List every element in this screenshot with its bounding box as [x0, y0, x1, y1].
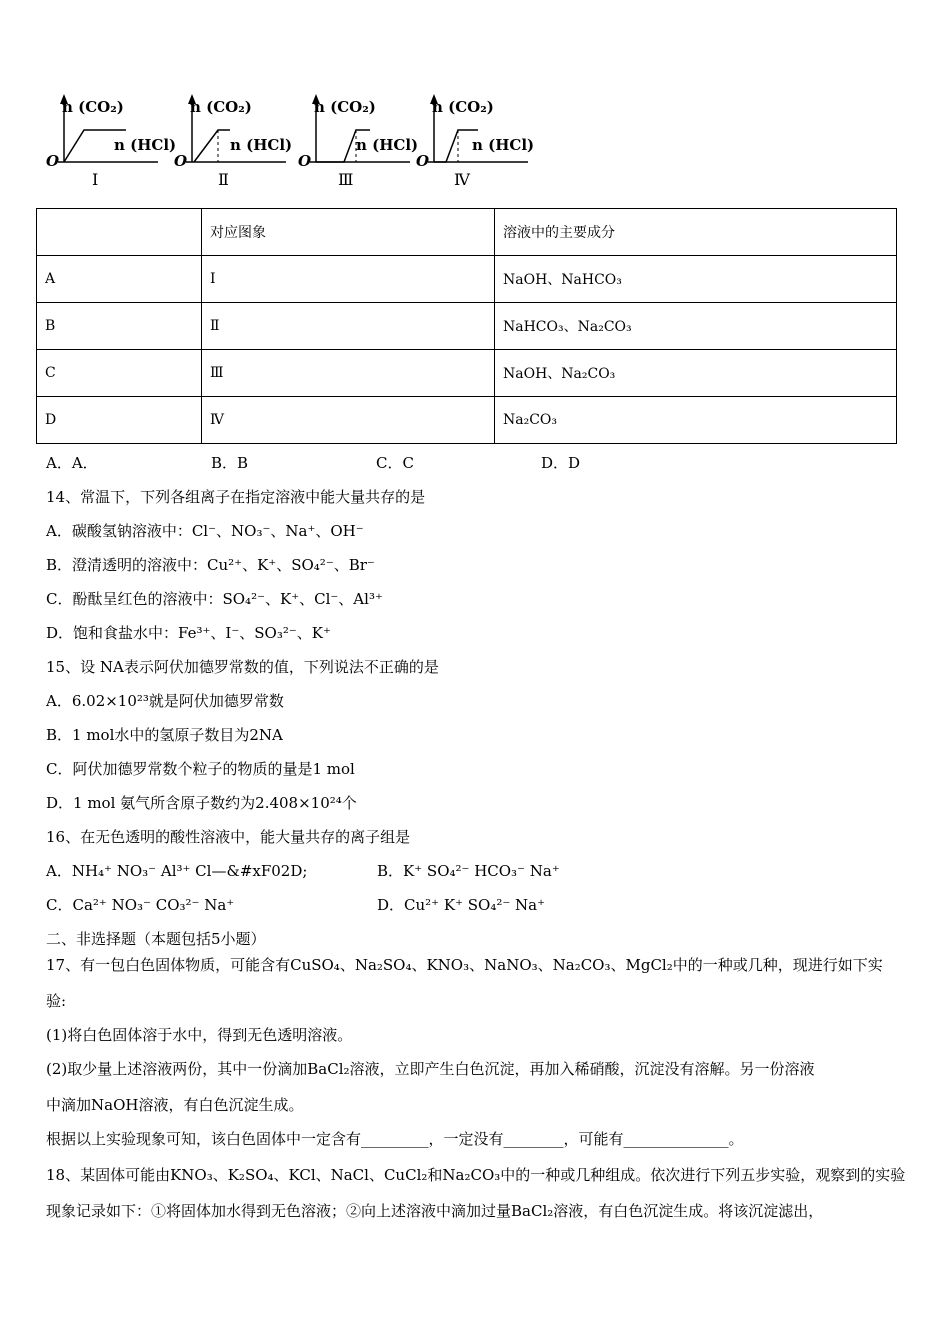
graph-1 [40, 92, 177, 192]
table-cell: D [37, 397, 202, 444]
q17-step-1: (1)将白色固体溶于水中，得到无色透明溶液。 [46, 1026, 353, 1044]
table-row [37, 397, 897, 444]
table-cell: B [37, 303, 202, 350]
q17-step-2b: 中滴加NaOH溶液，有白色沉淀生成。 [46, 1096, 304, 1114]
q15-option-a: A．6.02×10²³就是阿伏加德罗常数 [46, 692, 284, 710]
table-header-cell: 对应图象 [202, 209, 495, 256]
q13-option-b: B．B [211, 454, 249, 472]
q16-option-b: B．K⁺ SO₄²⁻ HCO₃⁻ Na⁺ [377, 862, 560, 880]
table-row [37, 350, 897, 397]
q17-line-1: 17、有一包白色固体物质，可能含有CuSO₄、Na₂SO₄、KNO₃、NaNO₃、Na₂CO₃、MgCl₂中的一种或几种，现进行如下实 [46, 956, 883, 974]
q18-line-1: 18、某固体可能由KNO₃、K₂SO₄、KCl、NaCl、CuCl₂和Na₂CO₃中的一种或几种组成。依次进行下列五步实验，观察到的实验 [46, 1166, 906, 1184]
graph-row [40, 92, 540, 202]
table-row [37, 256, 897, 303]
q17-step-2a: (2)取少量上述溶液两份，其中一份滴加BaCl₂溶液，立即产生白色沉淀，再加入稀硝酸，沉淀没有溶解。另一份溶液 [46, 1060, 815, 1078]
table-cell: Ⅱ [202, 303, 495, 350]
graph-1-xlabel: n (HCl) [114, 136, 177, 154]
graph-3-roman: Ⅲ [338, 170, 354, 189]
q15-option-d: D．1 mol 氨气所含原子数约为2.408×10²⁴个 [46, 794, 357, 812]
table-cell: Na₂CO₃ [495, 397, 897, 444]
graph-2-origin: O [174, 152, 188, 170]
table-cell: A [37, 256, 202, 303]
graph-3 [292, 92, 419, 192]
q16-option-c: C．Ca²⁺ NO₃⁻ CO₃²⁻ Na⁺ [46, 896, 235, 914]
q16-option-d: D．Cu²⁺ K⁺ SO₄²⁻ Na⁺ [377, 896, 546, 914]
table-cell: Ⅳ [202, 397, 495, 444]
q17-line-2: 验: [46, 992, 67, 1010]
graph-1-roman: Ⅰ [92, 170, 99, 189]
section-heading: 二、非选择题（本题包括5小题） [46, 930, 266, 948]
table-header-cell: 溶液中的主要成分 [495, 209, 897, 256]
table-cell: Ⅰ [202, 256, 495, 303]
graph-2-ylabel: n (CO₂) [190, 98, 252, 116]
q13-option-d: D．D [541, 454, 581, 472]
graph-2-xlabel: n (HCl) [230, 136, 293, 154]
graph-1-origin: O [46, 152, 60, 170]
graph-1-ylabel: n (CO₂) [62, 98, 124, 116]
q17-conclusion: 根据以上实验现象可知，该白色固体中一定含有_________，一定没有________，可能有______________。 [46, 1130, 744, 1148]
table-cell: NaHCO₃、Na₂CO₃ [495, 303, 897, 350]
q14-option-c: C．酚酞呈红色的溶液中：SO₄²⁻、K⁺、Cl⁻、Al³⁺ [46, 590, 383, 608]
q14-stem: 14、常温下，下列各组离子在指定溶液中能大量共存的是 [46, 488, 426, 506]
graph-2-roman: Ⅱ [218, 170, 229, 189]
graph-3-xlabel: n (HCl) [356, 136, 419, 154]
q15-option-b: B．1 mol水中的氢原子数目为2NA [46, 726, 283, 744]
table-header-row [37, 209, 897, 256]
graph-4-xlabel: n (HCl) [472, 136, 535, 154]
graph-2 [168, 92, 293, 192]
q14-option-a: A．碳酸氢钠溶液中：Cl⁻、NO₃⁻、Na⁺、OH⁻ [46, 522, 364, 540]
graph-4-roman: Ⅳ [454, 170, 470, 189]
graph-3-ylabel: n (CO₂) [314, 98, 376, 116]
answer-table [36, 208, 897, 444]
graph-4 [410, 92, 535, 192]
q14-option-d: D．饱和食盐水中：Fe³⁺、I⁻、SO₃²⁻、K⁺ [46, 624, 331, 642]
table-cell: NaOH、NaHCO₃ [495, 256, 897, 303]
graph-4-origin: O [416, 152, 430, 170]
table-header-cell [37, 209, 202, 256]
table-cell: C [37, 350, 202, 397]
q16-stem: 16、在无色透明的酸性溶液中，能大量共存的离子组是 [46, 828, 411, 846]
q13-option-a: A．A． [46, 454, 98, 472]
q13-options [46, 452, 580, 473]
q14-option-b: B．澄清透明的溶液中：Cu²⁺、K⁺、SO₄²⁻、Br⁻ [46, 556, 375, 574]
table-cell: NaOH、Na₂CO₃ [495, 350, 897, 397]
q15-option-c: C．阿伏加德罗常数个粒子的物质的量是1 mol [46, 760, 355, 778]
graph-4-ylabel: n (CO₂) [432, 98, 494, 116]
table-cell: Ⅲ [202, 350, 495, 397]
graph-3-origin: O [298, 152, 312, 170]
q16-option-a: A．NH₄⁺ NO₃⁻ Al³⁺ Cl—&#xF02D; [46, 862, 308, 880]
table-row [37, 303, 897, 350]
q13-option-c: C．C [376, 454, 414, 472]
q18-line-2: 现象记录如下：①将固体加水得到无色溶液；②向上述溶液中滴加过量BaCl₂溶液，有白色沉淀生成。将该沉淀滤出， [46, 1202, 824, 1220]
q15-stem: 15、设 NA表示阿伏加德罗常数的值，下列说法不正确的是 [46, 658, 439, 676]
